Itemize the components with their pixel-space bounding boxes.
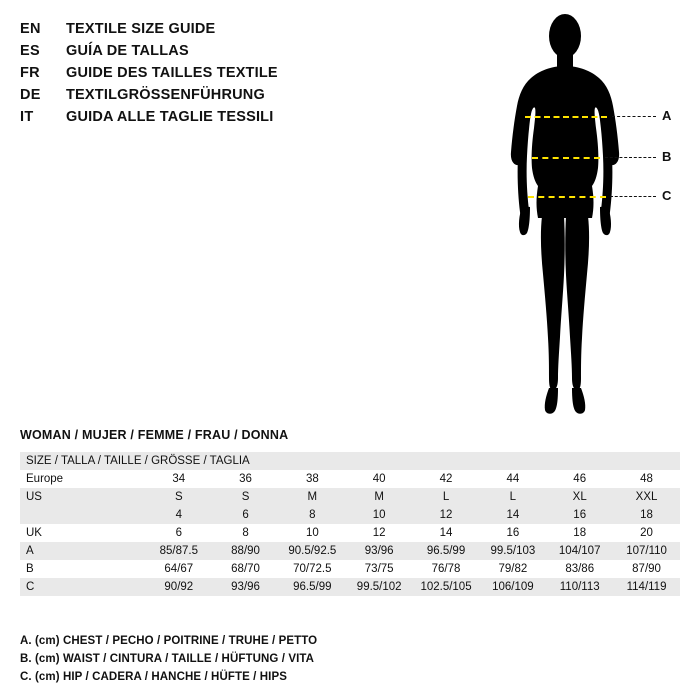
row-label-us: US [20,488,145,506]
language-code-es: ES [20,43,40,59]
cell: 18 [573,527,587,539]
cell: 93/96 [212,578,279,596]
chest-leader-line [612,116,656,117]
cell: 93/96 [346,542,413,560]
cell: 96.5/99 [279,578,346,596]
cell: 8 [242,527,249,539]
table-row [20,542,680,560]
row-label-c: C [20,578,145,596]
language-row-it [20,109,460,129]
language-code-it: IT [20,109,34,125]
language-code-fr: FR [20,65,40,81]
cell: 14 [479,506,546,524]
cell: S [212,488,279,506]
body-figure [470,8,690,428]
female-silhouette-icon [470,8,690,428]
cell: 88/90 [212,542,279,560]
row-label-uk: UK [26,527,42,539]
size-table [20,452,680,596]
cell: 79/82 [498,563,528,575]
cell: 70/72.5 [293,563,332,575]
cell: 12 [372,527,386,539]
cell: 64/67 [164,563,194,575]
cell: 107/110 [613,542,680,560]
language-title-it: GUIDA ALLE TAGLIE TESSILI [66,109,274,125]
language-code-en: EN [20,21,41,37]
cell: 90.5/92.5 [279,542,346,560]
cell: 48 [640,473,653,485]
table-row [20,506,680,524]
table-header-label: SIZE / TALLA / TAILLE / GRÖSSE / TAGLIA [20,452,680,470]
cell: 18 [613,506,680,524]
cell: 34 [172,473,186,485]
cell: 10 [305,527,319,539]
cell: 85/87.5 [145,542,212,560]
cell: XL [546,488,613,506]
cell: 6 [175,527,182,539]
table-header-row [20,452,680,470]
language-title-fr: GUIDE DES TAILLES TEXTILE [66,65,278,81]
table-row [20,578,680,596]
cell: 104/107 [546,542,613,560]
cell: 102.5/105 [413,578,480,596]
cell: 76/78 [431,563,461,575]
cell: 114/119 [613,578,680,596]
cell: 99.5/103 [479,542,546,560]
cell: 4 [145,506,212,524]
marker-label-b: B [662,149,672,164]
cell: M [279,488,346,506]
cell: 6 [212,506,279,524]
legend-line-b: B. (cm) WAIST / CINTURA / TAILLE / HÜFTUNG / VITA [20,653,315,665]
language-code-de: DE [20,87,41,103]
cell: L [413,488,480,506]
cell: 36 [239,473,252,485]
measurement-legend [20,632,520,686]
row-label-a: A [20,542,145,560]
language-title-en: TEXTILE SIZE GUIDE [66,21,216,37]
language-row-fr [20,65,460,85]
hip-measure-line [528,196,606,198]
waist-leader-line [605,157,656,158]
legend-line-c: C. (cm) HIP / CADERA / HANCHE / HÜFTE / HIPS [20,671,288,683]
row-label-us-numeric [20,506,145,524]
cell: 68/70 [231,563,260,575]
language-titles [20,21,460,131]
cell: XXL [613,488,680,506]
cell: M [346,488,413,506]
table-row [20,470,680,488]
cell: 38 [305,473,319,485]
row-label-europe: Europe [26,473,64,485]
cell: 96.5/99 [413,542,480,560]
language-row-es [20,43,460,63]
cell: 20 [640,527,653,539]
cell: 42 [439,473,453,485]
cell: 10 [346,506,413,524]
table-row [20,560,680,578]
cell: 12 [413,506,480,524]
hip-leader-line [610,196,656,197]
language-title-es: GUÍA DE TALLAS [66,43,189,59]
cell: 16 [546,506,613,524]
table-row [20,524,680,542]
chest-measure-line [525,116,607,118]
cell: L [479,488,546,506]
cell: 99.5/102 [346,578,413,596]
legend-line-a: A. (cm) CHEST / PECHO / POITRINE / TRUHE / PETTO [20,635,318,647]
table-row [20,488,680,506]
cell: 8 [279,506,346,524]
row-label-b: B [26,563,34,575]
cell: 40 [372,473,386,485]
cell: 110/113 [546,578,613,596]
cell: 106/109 [479,578,546,596]
marker-label-c: C [662,188,672,203]
cell: 14 [439,527,453,539]
cell: S [145,488,212,506]
language-title-de: TEXTILGRÖSSENFÜHRUNG [66,87,265,103]
cell: 16 [506,527,520,539]
language-row-en [20,21,460,41]
waist-measure-line [532,157,600,159]
cell: 44 [506,473,520,485]
language-row-de [20,87,460,107]
cell: 90/92 [145,578,212,596]
cell: 83/86 [565,563,595,575]
marker-label-a: A [662,108,672,123]
woman-section-caption: WOMAN / MUJER / FEMME / FRAU / DONNA [20,428,289,442]
cell: 46 [573,473,587,485]
cell: 87/90 [632,563,661,575]
cell: 73/75 [364,563,394,575]
